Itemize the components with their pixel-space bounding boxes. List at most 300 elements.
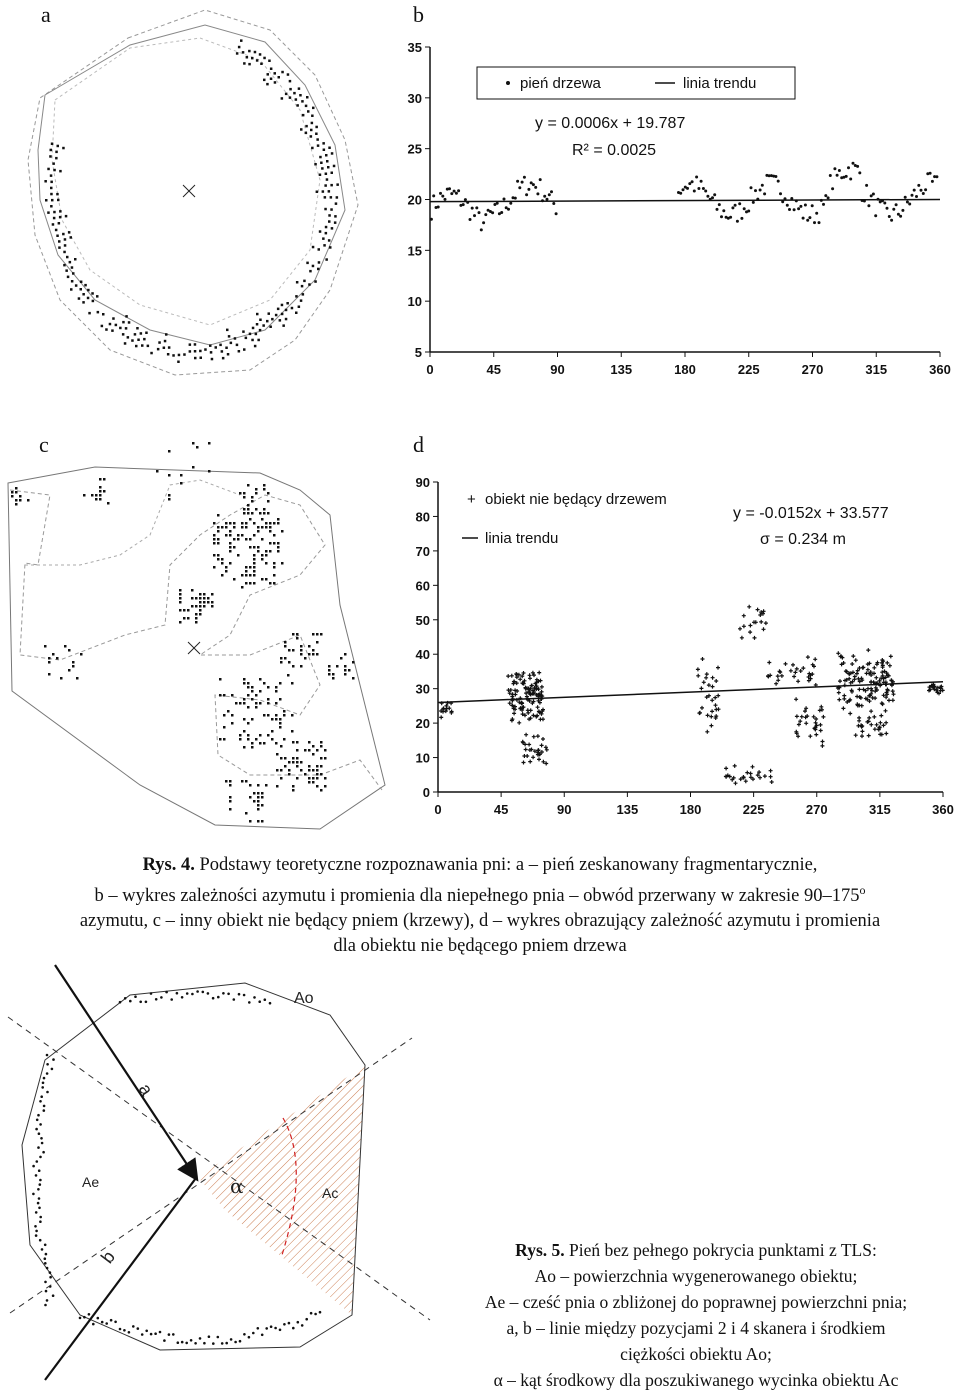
scan-point <box>251 742 254 745</box>
scan-point <box>203 605 206 608</box>
scan-point <box>241 534 244 537</box>
scan-point <box>295 98 298 101</box>
chart-b-point <box>686 187 689 190</box>
scan-point <box>226 329 229 332</box>
scan-point <box>328 239 331 242</box>
scan-point <box>83 494 86 497</box>
chart-d-point <box>541 737 545 741</box>
chart-b-x-tick-label: 0 <box>426 362 434 377</box>
chart-b-point <box>695 176 698 179</box>
figure-5-diagram <box>0 965 430 1380</box>
trunk-point <box>274 1327 277 1330</box>
trunk-point <box>32 1193 35 1196</box>
scan-point <box>316 765 319 768</box>
scan-point <box>251 698 254 701</box>
chart-d-point <box>854 658 858 662</box>
scan-point <box>255 333 258 336</box>
chart-d-point <box>724 766 728 770</box>
trunk-point <box>49 1276 52 1279</box>
panel-a-trunk-plot <box>0 0 380 390</box>
trunk-point <box>132 1325 135 1328</box>
trunk-point <box>199 1337 202 1340</box>
scan-point <box>168 498 171 501</box>
trunk-point <box>39 1123 42 1126</box>
scan-point <box>237 554 240 557</box>
chart-b-point <box>555 212 558 215</box>
scan-point <box>292 649 295 652</box>
scan-point <box>247 512 250 515</box>
chart-b-point <box>736 220 739 223</box>
chart-b-point <box>865 184 868 187</box>
scan-point <box>253 558 256 561</box>
scan-point <box>280 657 283 660</box>
chart-b-point <box>892 208 895 211</box>
trunk-point <box>202 991 205 994</box>
trunk-point <box>181 1341 184 1344</box>
trunk-point <box>185 1342 188 1345</box>
scan-point <box>251 500 254 503</box>
trunk-point <box>43 1077 46 1080</box>
chart-d-x-tick-label: 0 <box>434 802 442 817</box>
chart-d-point <box>522 754 526 758</box>
chart-b-y-tick-label: 15 <box>407 243 422 259</box>
chart-b-x-tick-label: 45 <box>486 362 501 377</box>
scan-point <box>330 196 333 199</box>
scan-point <box>330 208 333 211</box>
trunk-point <box>270 1325 273 1328</box>
scan-point <box>292 757 295 760</box>
chart-b-point <box>779 192 782 195</box>
scan-point <box>179 593 182 596</box>
scan-point <box>319 156 322 159</box>
scan-point <box>91 292 94 295</box>
scan-point <box>292 761 295 764</box>
scan-point <box>66 256 69 258</box>
scan-point <box>320 745 323 748</box>
scan-point <box>243 718 246 721</box>
chart-b-points <box>430 162 939 232</box>
chart-d-point <box>759 620 763 624</box>
scan-point <box>257 784 260 787</box>
scan-point <box>255 706 258 709</box>
scan-point <box>211 601 214 604</box>
scan-point <box>119 327 122 330</box>
chart-b-point <box>548 193 551 196</box>
scan-point <box>242 51 245 54</box>
scan-point <box>245 574 248 577</box>
chart-b-point <box>806 219 809 222</box>
chart-d-point <box>869 709 873 713</box>
scan-point <box>269 582 272 585</box>
scan-point <box>15 503 18 506</box>
trunk-point <box>46 1072 49 1075</box>
scan-point <box>276 753 279 756</box>
chart-d-point <box>795 667 799 671</box>
scan-point <box>296 281 299 284</box>
scan-point <box>300 649 303 652</box>
trunk-point <box>41 1142 44 1145</box>
chart-d-point <box>774 682 778 686</box>
scan-point <box>282 324 285 327</box>
chart-b-point <box>713 193 716 196</box>
scan-point <box>199 593 202 596</box>
chart-b-point <box>786 204 789 207</box>
scan-point <box>252 327 255 330</box>
scan-point <box>203 593 206 596</box>
scan-point <box>344 673 347 676</box>
scan-point <box>319 230 322 233</box>
scan-point <box>223 726 226 729</box>
scan-point <box>306 96 309 99</box>
trunk-point <box>248 1001 251 1004</box>
scan-point <box>63 251 66 254</box>
scan-point <box>285 318 288 321</box>
scan-point <box>219 678 222 681</box>
scan-point <box>249 333 252 336</box>
scan-point <box>259 702 262 705</box>
chart-d-point <box>763 774 767 778</box>
trunk-point <box>314 1313 317 1316</box>
scan-point <box>107 502 110 505</box>
scan-point <box>208 442 211 445</box>
scan-point <box>243 678 246 681</box>
scan-point <box>207 597 210 600</box>
scan-point <box>229 800 232 803</box>
trunk-point <box>177 1341 180 1344</box>
trunk-point <box>39 1183 42 1186</box>
scan-point <box>253 792 256 795</box>
scan-point <box>352 677 355 680</box>
trunk-point <box>41 1248 44 1251</box>
scan-point <box>295 295 298 298</box>
scan-point <box>275 702 278 705</box>
scan-point <box>191 605 194 608</box>
scan-point <box>199 597 202 600</box>
trunk-point <box>163 1339 166 1342</box>
scan-point <box>267 698 270 701</box>
chart-d-point <box>522 761 526 765</box>
trunk-point <box>264 998 267 1001</box>
scan-point <box>246 56 249 59</box>
scan-point <box>249 796 252 799</box>
scan-point <box>292 741 295 744</box>
chart-b-point <box>720 215 723 218</box>
chart-d-point <box>758 776 762 780</box>
scan-point <box>261 804 264 807</box>
chart-d-point <box>541 717 545 721</box>
scan-point <box>296 761 299 764</box>
scan-point <box>145 332 148 335</box>
chart-d-point <box>699 686 703 690</box>
chart-d-point <box>506 674 510 678</box>
scan-point <box>199 601 202 604</box>
trunk-point <box>154 1332 157 1335</box>
scan-point <box>211 593 214 596</box>
scan-point <box>259 742 262 745</box>
scan-point <box>65 269 68 272</box>
scan-point <box>300 299 303 302</box>
scan-point <box>221 350 224 353</box>
scan-point <box>50 149 53 152</box>
chart-b-point <box>536 192 539 195</box>
caption5-label: Rys. 5. <box>515 1240 565 1260</box>
scan-point <box>325 258 328 261</box>
trunk-point <box>37 1146 40 1149</box>
scan-point <box>50 174 53 177</box>
chart-b-point <box>543 195 546 198</box>
scan-point <box>239 738 242 741</box>
scan-point <box>203 601 206 604</box>
caption5-line3: Ae – cześć pnia o zbliżonej do poprawnej powierzchni pnia; <box>484 1292 908 1312</box>
scan-point <box>267 512 270 515</box>
trunk-point <box>297 1321 300 1324</box>
chart-d-x-tick-label: 315 <box>869 802 891 817</box>
chart-d-point <box>517 721 521 725</box>
chart-b-y-tick-label: 20 <box>407 192 422 208</box>
scan-point <box>322 237 325 240</box>
scan-point <box>315 126 318 129</box>
scan-point <box>233 526 236 529</box>
scan-point <box>312 265 315 268</box>
chart-b-point <box>691 180 694 183</box>
scan-point <box>217 554 220 557</box>
scan-point <box>323 244 326 247</box>
chart-b-point <box>430 218 433 221</box>
scan-point <box>281 71 284 74</box>
scan-point <box>340 657 343 660</box>
scan-point <box>324 184 327 187</box>
trunk-point <box>168 1333 171 1336</box>
scan-point <box>65 215 68 218</box>
chart-b-point <box>813 221 816 224</box>
scan-point <box>59 170 62 173</box>
trunk-point <box>258 1000 261 1003</box>
chart-b-point <box>911 194 914 197</box>
trunk-point <box>52 1058 55 1061</box>
scan-point <box>223 694 226 697</box>
scan-point <box>253 522 256 525</box>
scan-point <box>335 202 338 205</box>
scan-point <box>284 657 287 660</box>
chart-b-point <box>852 162 855 165</box>
scan-point <box>189 350 192 353</box>
scan-point <box>58 222 61 225</box>
chart-d-point <box>819 729 823 733</box>
scan-point <box>168 450 171 453</box>
chart-d-point <box>814 733 818 737</box>
scan-point <box>253 554 256 557</box>
chart-d-point <box>527 743 531 747</box>
chart-b-point <box>521 181 524 184</box>
chart-d-legend-trend: linia trendu <box>485 530 559 547</box>
scan-point <box>300 769 303 772</box>
trunk-point <box>155 998 158 1001</box>
chart-b-point <box>917 184 920 187</box>
scan-point <box>192 466 195 469</box>
chart-b-point <box>525 193 528 196</box>
chart-b-point <box>920 189 923 192</box>
chart-b-point <box>895 203 898 206</box>
scan-point <box>245 538 248 541</box>
scan-point <box>71 280 74 283</box>
chart-d-point <box>540 743 544 747</box>
scan-point <box>49 155 52 158</box>
scan-point <box>179 601 182 604</box>
trunk-point <box>44 1304 47 1307</box>
chart-d-point <box>524 733 528 737</box>
chart-d-x-tick-label: 270 <box>805 802 828 817</box>
chart-b-point <box>702 187 705 190</box>
scan-point <box>233 522 236 525</box>
scan-point <box>248 50 251 53</box>
scan-point <box>260 63 263 66</box>
chart-d-point <box>860 704 864 708</box>
trunk-point <box>35 1211 38 1214</box>
scan-point <box>312 107 315 110</box>
scan-point <box>310 135 313 138</box>
chart-d-point <box>706 713 710 717</box>
scan-point <box>296 633 299 636</box>
trunk-point <box>203 1342 206 1345</box>
scan-point <box>240 39 243 42</box>
inner-boundary <box>10 490 382 790</box>
scan-point <box>156 470 159 473</box>
chart-d-point <box>882 723 886 727</box>
label-a: a <box>134 1079 157 1100</box>
trunk-point <box>233 998 236 1001</box>
chart-b-point <box>915 195 918 198</box>
chart-d-point <box>528 760 532 764</box>
scan-point <box>213 554 216 557</box>
scan-point <box>261 538 264 541</box>
panel-letter-a: a <box>41 2 51 27</box>
scan-point <box>245 812 248 815</box>
chart-d-point <box>871 696 875 700</box>
chart-d-point <box>820 708 824 712</box>
trunk-point <box>141 1333 144 1336</box>
scan-point <box>248 63 251 66</box>
scan-point <box>255 738 258 741</box>
scan-point <box>300 665 303 668</box>
scan-point <box>257 808 260 811</box>
chart-d-point <box>814 717 818 721</box>
scan-point <box>311 122 314 125</box>
scan-point <box>165 333 168 336</box>
scan-point <box>277 518 280 521</box>
trunk-point <box>83 1316 86 1319</box>
scan-point <box>64 244 67 247</box>
chart-d-point <box>537 671 541 675</box>
scan-point <box>195 621 198 624</box>
scan-point <box>64 645 67 648</box>
scan-point <box>194 343 197 346</box>
chart-b-point <box>441 195 444 198</box>
chart-d-point <box>867 734 871 738</box>
chart-d-point <box>837 698 841 702</box>
trunk-point <box>212 1342 215 1345</box>
chart-d-y-tick-label: 90 <box>415 475 430 490</box>
scan-point <box>352 661 355 664</box>
trunk-point <box>45 1253 48 1256</box>
scan-point <box>302 114 305 117</box>
chart-d-point <box>818 708 822 712</box>
chart-d-point <box>704 676 708 680</box>
trunk-point <box>37 1202 40 1205</box>
chart-b-legend-trend: linia trendu <box>683 75 757 92</box>
scan-point <box>235 702 238 705</box>
scan-point <box>191 589 194 592</box>
trunk-point <box>44 1281 47 1284</box>
scan-point <box>194 350 197 353</box>
trunk-point <box>46 1054 49 1057</box>
scan-point <box>280 757 283 760</box>
scan-point <box>295 312 298 315</box>
chart-b-point <box>437 206 440 209</box>
trunk-point <box>49 1271 52 1274</box>
scan-point <box>336 665 339 668</box>
scan-point <box>312 753 315 756</box>
scan-point <box>332 673 335 676</box>
trunk-point <box>129 1000 132 1003</box>
chart-b-point <box>818 221 821 224</box>
trunk-point <box>52 1294 55 1297</box>
chart-b-point <box>697 187 700 190</box>
trunk-point <box>181 996 184 999</box>
chart-d-point <box>838 679 842 683</box>
scan-point <box>253 800 256 803</box>
scan-point <box>316 777 319 780</box>
scan-point <box>241 780 244 783</box>
chart-d-point <box>764 621 768 625</box>
scan-point <box>259 678 262 681</box>
scan-point <box>344 653 347 656</box>
chart-b-point <box>700 180 703 183</box>
chart-d-point <box>855 672 859 676</box>
scan-point <box>221 574 224 577</box>
scan-point <box>70 236 73 239</box>
scan-point <box>273 582 276 585</box>
chart-b-point <box>931 180 934 183</box>
scan-point <box>88 312 91 315</box>
chart-b-point <box>777 180 780 183</box>
chart-b-point <box>829 174 832 177</box>
scan-point <box>233 578 236 581</box>
chart-d-point <box>848 712 852 716</box>
chart-b-x-tick-label: 90 <box>550 362 565 377</box>
scan-point <box>254 345 257 348</box>
scan-point <box>196 446 199 449</box>
scan-point <box>247 706 250 709</box>
scan-point <box>56 235 59 238</box>
scan-point <box>288 769 291 772</box>
chart-b-point <box>743 207 746 210</box>
trunk-point <box>145 1001 148 1004</box>
scan-point <box>308 283 311 286</box>
scan-point <box>243 496 246 499</box>
scan-point <box>245 526 248 529</box>
scan-point <box>245 780 248 783</box>
scan-point <box>95 494 98 497</box>
scan-point <box>304 773 307 776</box>
trunk-point <box>38 1132 41 1135</box>
scan-points <box>11 442 355 823</box>
scan-point <box>263 57 266 60</box>
scan-point <box>281 562 284 565</box>
chart-b-point <box>874 214 877 217</box>
chart-d-point <box>873 727 877 731</box>
scan-point <box>267 500 270 503</box>
trunk-point <box>230 1338 233 1341</box>
